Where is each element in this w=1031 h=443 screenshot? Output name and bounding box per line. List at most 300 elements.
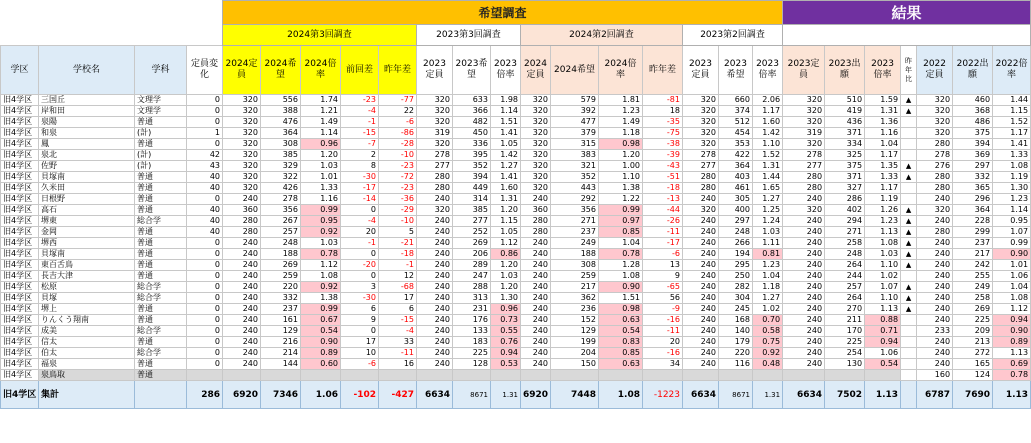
table-cell: 1.06 xyxy=(865,348,901,359)
table-cell: 1.12 xyxy=(301,260,341,271)
table-cell: 320 xyxy=(417,205,453,216)
table-cell: 280 xyxy=(917,139,953,150)
table-cell: 206 xyxy=(453,249,491,260)
table-row xyxy=(1,128,1031,139)
table-cell: 普通 xyxy=(135,183,187,194)
table-cell: 240 xyxy=(417,271,453,282)
table-cell: 240 xyxy=(917,282,953,293)
table-cell xyxy=(643,370,683,381)
table-cell: 170 xyxy=(825,326,865,337)
table-cell: 356 xyxy=(261,205,301,216)
table-cell: 1.01 xyxy=(993,260,1031,271)
table-cell: 40 xyxy=(187,216,223,227)
table-cell: 9 xyxy=(341,315,379,326)
table-cell: 296 xyxy=(953,194,993,205)
table-cell xyxy=(901,326,917,337)
table-cell: 1.17 xyxy=(865,183,901,194)
table-row xyxy=(1,326,1031,337)
table-cell: 岸和田 xyxy=(39,106,135,117)
table-cell: 1.35 xyxy=(865,161,901,172)
table-cell: 237 xyxy=(261,304,301,315)
table-cell: 1.08 xyxy=(301,271,341,282)
table-cell: 東百舌鳥 xyxy=(39,260,135,271)
table-cell: 242 xyxy=(953,260,993,271)
table-cell: 高石 xyxy=(39,205,135,216)
table-cell: 374 xyxy=(719,106,753,117)
col-school: 学校名 xyxy=(39,46,135,95)
table-cell: -9 xyxy=(643,304,683,315)
table-cell: -4 xyxy=(341,106,379,117)
table-cell xyxy=(417,370,453,381)
table-cell: 320 xyxy=(223,106,261,117)
table-cell: 320 xyxy=(223,150,261,161)
table-cell: 375 xyxy=(825,161,865,172)
table-cell: -23 xyxy=(341,95,379,106)
table-row xyxy=(1,216,1031,227)
table-cell: 信太 xyxy=(39,337,135,348)
table-cell: 1.41 xyxy=(491,172,521,183)
table-cell: 259 xyxy=(551,271,599,282)
table-cell: (計) xyxy=(135,161,187,172)
table-cell: 1.00 xyxy=(599,161,643,172)
table-cell: 旧4学区 xyxy=(1,359,39,370)
table-cell: 233 xyxy=(917,326,953,337)
table-cell: 214 xyxy=(261,348,301,359)
table-cell: 366 xyxy=(453,106,491,117)
table-cell: 308 xyxy=(551,260,599,271)
kekka-header: 結果 xyxy=(783,1,1031,25)
table-cell: 1.04 xyxy=(599,238,643,249)
table-cell: 0.92 xyxy=(753,348,783,359)
table-cell: -11 xyxy=(379,348,417,359)
total-2024-2-bairitsu: 1.08 xyxy=(599,381,643,409)
table-cell: 三国丘 xyxy=(39,95,135,106)
table-cell: -4 xyxy=(341,216,379,227)
table-cell: 266 xyxy=(719,238,753,249)
table-cell: 6 xyxy=(341,304,379,315)
table-cell xyxy=(783,370,825,381)
table-cell: -1 xyxy=(341,238,379,249)
col-r2023-teiin: 2023定員 xyxy=(783,46,825,95)
table-cell: 1.01 xyxy=(301,172,341,183)
table-cell: 320 xyxy=(223,117,261,128)
table-cell: 0 xyxy=(187,106,223,117)
table-cell: 240 xyxy=(783,260,825,271)
table-cell: 0.90 xyxy=(993,326,1031,337)
table-cell: 0 xyxy=(187,337,223,348)
table-cell: 320 xyxy=(521,128,551,139)
table-cell: 368 xyxy=(953,106,993,117)
table-cell: 普通 xyxy=(135,337,187,348)
table-cell: 240 xyxy=(417,282,453,293)
table-cell: 320 xyxy=(521,139,551,150)
table-cell: 旧4学区 xyxy=(1,161,39,172)
table-cell xyxy=(187,370,223,381)
table-cell: 248 xyxy=(261,238,301,249)
table-cell: 280 xyxy=(521,227,551,238)
table-row xyxy=(1,227,1031,238)
table-cell: 1.07 xyxy=(865,282,901,293)
table-cell: 257 xyxy=(825,282,865,293)
table-cell: 旧4学区 xyxy=(1,282,39,293)
table-cell: 旧4学区 xyxy=(1,293,39,304)
table-cell: 1.04 xyxy=(865,139,901,150)
table-cell: 0 xyxy=(187,95,223,106)
table-cell: 0.70 xyxy=(753,315,783,326)
table-cell: 1.23 xyxy=(865,216,901,227)
table-cell: 278 xyxy=(683,150,719,161)
table-cell: りんくう翔南 xyxy=(39,315,135,326)
col-gakku: 学区 xyxy=(1,46,39,95)
table-cell: 0.90 xyxy=(993,249,1031,260)
table-cell: 旧4学区 xyxy=(1,117,39,128)
table-cell: 128 xyxy=(453,359,491,370)
table-row xyxy=(1,106,1031,117)
table-cell: -10 xyxy=(379,216,417,227)
table-cell xyxy=(901,271,917,282)
table-cell: 1.33 xyxy=(865,172,901,183)
table-cell: -16 xyxy=(643,348,683,359)
table-cell: 426 xyxy=(261,183,301,194)
table-cell: -28 xyxy=(379,139,417,150)
table-cell: 320 xyxy=(521,150,551,161)
table-cell: 383 xyxy=(551,150,599,161)
table-cell: 240 xyxy=(683,337,719,348)
total-2024-bairitsu: 1.06 xyxy=(301,381,341,409)
table-cell: 240 xyxy=(683,315,719,326)
table-cell: ▲ xyxy=(901,238,917,249)
table-cell: 320 xyxy=(417,106,453,117)
table-cell: 10 xyxy=(341,348,379,359)
table-cell: 普通 xyxy=(135,205,187,216)
table-cell: 295 xyxy=(719,260,753,271)
table-cell: 旧4学区 xyxy=(1,315,39,326)
table-cell: 文理学 xyxy=(135,95,187,106)
table-cell: 旧4学区 xyxy=(1,238,39,249)
table-cell: 124 xyxy=(953,370,993,381)
table-cell: 308 xyxy=(261,139,301,150)
table-cell: 320 xyxy=(417,117,453,128)
table-cell: 1.49 xyxy=(301,117,341,128)
table-cell xyxy=(599,370,643,381)
table-cell: 436 xyxy=(825,117,865,128)
table-cell: 220 xyxy=(719,348,753,359)
table-cell: 旧4学区 xyxy=(1,139,39,150)
table-cell: 267 xyxy=(261,216,301,227)
table-cell: 0.89 xyxy=(301,348,341,359)
table-cell: 240 xyxy=(223,282,261,293)
table-cell: 240 xyxy=(917,194,953,205)
table-cell: 1.13 xyxy=(865,304,901,315)
table-cell: 240 xyxy=(223,337,261,348)
table-cell: 日根野 xyxy=(39,194,135,205)
table-cell: 579 xyxy=(551,95,599,106)
table-cell: 43 xyxy=(187,161,223,172)
table-cell: 320 xyxy=(223,128,261,139)
table-cell: 0 xyxy=(187,238,223,249)
table-cell: 556 xyxy=(261,95,301,106)
table-cell: 320 xyxy=(917,95,953,106)
table-cell: 旧4学区 xyxy=(1,216,39,227)
table-cell: 240 xyxy=(917,304,953,315)
table-cell: 泉陽 xyxy=(39,117,135,128)
table-cell: 40 xyxy=(187,172,223,183)
table-cell: 旧4学区 xyxy=(1,271,39,282)
table-cell: 240 xyxy=(683,194,719,205)
table-cell xyxy=(551,370,599,381)
table-cell: 254 xyxy=(825,348,865,359)
table-cell: 280 xyxy=(917,183,953,194)
table-cell: 402 xyxy=(825,205,865,216)
table-cell: 364 xyxy=(953,205,993,216)
table-cell: 0 xyxy=(187,304,223,315)
table-row xyxy=(1,183,1031,194)
table-cell: 0.73 xyxy=(491,315,521,326)
table-cell: -1 xyxy=(341,117,379,128)
table-cell: 240 xyxy=(783,282,825,293)
table-cell: 320 xyxy=(223,139,261,150)
table-cell: 320 xyxy=(417,139,453,150)
table-cell: 旧4学区 xyxy=(1,183,39,194)
survey-2023-3-header: 2023第3回調査 xyxy=(417,25,521,46)
table-cell: 353 xyxy=(719,139,753,150)
table-cell: 1.59 xyxy=(865,95,901,106)
table-cell: 1.20 xyxy=(599,150,643,161)
table-cell: 1.27 xyxy=(753,194,783,205)
table-cell: 294 xyxy=(825,216,865,227)
table-cell: 240 xyxy=(917,293,953,304)
table-cell: 116 xyxy=(719,359,753,370)
table-cell xyxy=(223,370,261,381)
table-cell: 240 xyxy=(521,249,551,260)
table-cell: 1.10 xyxy=(865,293,901,304)
table-cell: 1.15 xyxy=(491,216,521,227)
table-cell: 258 xyxy=(953,293,993,304)
table-cell: 240 xyxy=(417,227,453,238)
table-cell: -35 xyxy=(643,117,683,128)
col-2024-bairitsu: 2024倍率 xyxy=(301,46,341,95)
table-cell: 422 xyxy=(719,150,753,161)
table-cell: 240 xyxy=(683,249,719,260)
table-cell: 1.31 xyxy=(491,194,521,205)
table-cell: -10 xyxy=(379,150,417,161)
table-cell: 松原 xyxy=(39,282,135,293)
table-cell: 普通 xyxy=(135,260,187,271)
table-cell: 旧4学区 xyxy=(1,150,39,161)
table-cell: 240 xyxy=(417,216,453,227)
col-2023-2-teiin: 2023定員 xyxy=(683,46,719,95)
table-cell: 369 xyxy=(953,150,993,161)
table-cell: 旧4学区 xyxy=(1,128,39,139)
table-cell xyxy=(521,370,551,381)
table-row xyxy=(1,205,1031,216)
table-cell: 1.38 xyxy=(301,293,341,304)
table-cell: 普通 xyxy=(135,172,187,183)
table-cell: 1.03 xyxy=(753,227,783,238)
table-cell: ▲ xyxy=(901,172,917,183)
table-cell: 1.14 xyxy=(993,205,1031,216)
table-cell: 280 xyxy=(917,227,953,238)
table-cell: 1.03 xyxy=(301,238,341,249)
table-cell: 1.03 xyxy=(301,161,341,172)
table-cell: -81 xyxy=(643,95,683,106)
table-cell: 0.67 xyxy=(301,315,341,326)
total-2023-2-bairitsu: 1.31 xyxy=(753,381,783,409)
table-cell: 280 xyxy=(223,216,261,227)
table-cell: 250 xyxy=(719,271,753,282)
table-cell: 普通 xyxy=(135,227,187,238)
table-cell: 129 xyxy=(261,326,301,337)
table-cell: 240 xyxy=(417,348,453,359)
table-cell: 476 xyxy=(261,117,301,128)
table-cell: 240 xyxy=(683,326,719,337)
table-cell: 240 xyxy=(417,249,453,260)
table-cell: 1.42 xyxy=(491,150,521,161)
table-cell xyxy=(683,370,719,381)
table-cell: 1.23 xyxy=(599,106,643,117)
table-cell: -51 xyxy=(643,172,683,183)
table-cell: 普通 xyxy=(135,370,187,381)
table-cell: -38 xyxy=(643,139,683,150)
table-cell: 240 xyxy=(683,282,719,293)
table-cell xyxy=(453,370,491,381)
table-cell: -11 xyxy=(643,227,683,238)
table-cell: 1.60 xyxy=(753,117,783,128)
table-cell: 1.12 xyxy=(993,304,1031,315)
table-cell: 320 xyxy=(521,161,551,172)
table-cell: -6 xyxy=(341,359,379,370)
table-cell: 20 xyxy=(341,227,379,238)
table-cell: 240 xyxy=(917,216,953,227)
table-cell: 269 xyxy=(453,238,491,249)
table-cell: 240 xyxy=(683,271,719,282)
table-cell: 277 xyxy=(683,161,719,172)
table-cell: 旧4学区 xyxy=(1,205,39,216)
table-cell: 292 xyxy=(551,194,599,205)
table-cell xyxy=(719,370,753,381)
table-cell xyxy=(901,370,917,381)
table-cell: 249 xyxy=(953,282,993,293)
table-cell: 12 xyxy=(379,271,417,282)
table-cell: 320 xyxy=(521,183,551,194)
table-cell: 240 xyxy=(521,238,551,249)
table-cell: -20 xyxy=(341,260,379,271)
table-cell: 332 xyxy=(953,172,993,183)
table-cell: 1.20 xyxy=(301,150,341,161)
table-cell: (計) xyxy=(135,150,187,161)
table-cell: ▲ xyxy=(901,95,917,106)
table-cell: 240 xyxy=(223,238,261,249)
table-cell: 240 xyxy=(783,249,825,260)
table-cell: 179 xyxy=(719,337,753,348)
table-cell: 240 xyxy=(417,337,453,348)
survey-2024-2-header: 2024第2回調査 xyxy=(521,25,683,46)
table-cell: 6 xyxy=(379,304,417,315)
table-cell: 240 xyxy=(521,326,551,337)
table-cell: ▲ xyxy=(901,304,917,315)
table-cell: 1.31 xyxy=(753,161,783,172)
table-cell: 普通 xyxy=(135,315,187,326)
table-cell: 鳳 xyxy=(39,139,135,150)
table-cell: 360 xyxy=(223,205,261,216)
total-r2023-bairitsu: 1.13 xyxy=(865,381,901,409)
table-cell: 34 xyxy=(643,359,683,370)
table-cell: 旧4学区 xyxy=(1,249,39,260)
table-cell: 277 xyxy=(453,216,491,227)
table-cell: 240 xyxy=(521,348,551,359)
table-cell: 204 xyxy=(551,348,599,359)
table-cell: 371 xyxy=(825,172,865,183)
table-cell: 40 xyxy=(187,227,223,238)
col-gakka: 学科 xyxy=(135,46,187,95)
table-cell: 240 xyxy=(417,326,453,337)
table-cell: 320 xyxy=(223,172,261,183)
table-cell: 280 xyxy=(917,172,953,183)
table-cell: 1.44 xyxy=(753,172,783,183)
col-sakunenhi: 昨年比 xyxy=(901,46,917,95)
table-cell: 271 xyxy=(551,216,599,227)
table-cell: 普通 xyxy=(135,249,187,260)
table-cell: 長吉大津 xyxy=(39,271,135,282)
table-row xyxy=(1,370,1031,381)
kibo-header: 希望調査 xyxy=(223,1,783,25)
table-cell: 272 xyxy=(953,348,993,359)
table-cell: 1.81 xyxy=(599,95,643,106)
table-cell: 1.52 xyxy=(753,150,783,161)
table-cell: 1.13 xyxy=(993,348,1031,359)
table-cell: 277 xyxy=(417,161,453,172)
table-cell: 旧4学区 xyxy=(1,304,39,315)
table-cell: 320 xyxy=(521,172,551,183)
table-cell: -16 xyxy=(643,315,683,326)
table-cell xyxy=(301,370,341,381)
table-cell: 240 xyxy=(917,359,953,370)
table-cell: 1.38 xyxy=(599,183,643,194)
table-cell: 257 xyxy=(261,227,301,238)
table-cell: 1.33 xyxy=(301,183,341,194)
table-cell: 240 xyxy=(521,271,551,282)
table-cell: 0.95 xyxy=(301,216,341,227)
table-cell: 1.05 xyxy=(491,139,521,150)
table-cell: 堺西 xyxy=(39,238,135,249)
table-cell: 240 xyxy=(683,359,719,370)
table-cell: 堺上 xyxy=(39,304,135,315)
table-cell: -14 xyxy=(341,194,379,205)
table-cell: 225 xyxy=(453,348,491,359)
table-cell: -86 xyxy=(379,128,417,139)
table-cell: 130 xyxy=(825,359,865,370)
table-cell: 0.92 xyxy=(301,227,341,238)
col-2024-2-sakunensa: 昨年差 xyxy=(643,46,683,95)
col-r2022-bairitsu: 2022倍率 xyxy=(993,46,1031,95)
table-cell: 255 xyxy=(953,271,993,282)
table-cell: 240 xyxy=(417,194,453,205)
col-sakunensa: 昨年差 xyxy=(379,46,417,95)
table-cell: 0 xyxy=(187,293,223,304)
table-row xyxy=(1,282,1031,293)
table-cell: 240 xyxy=(783,359,825,370)
table-cell: 1.20 xyxy=(491,282,521,293)
table-row xyxy=(1,194,1031,205)
table-cell: 248 xyxy=(719,227,753,238)
total-2023-3-kibo: 8671 xyxy=(453,381,491,409)
table-cell: 1.30 xyxy=(993,183,1031,194)
table-cell: 240 xyxy=(783,216,825,227)
table-cell: 1.17 xyxy=(993,128,1031,139)
table-cell: -75 xyxy=(643,128,683,139)
table-cell: 320 xyxy=(223,95,261,106)
table-cell: 0 xyxy=(187,249,223,260)
